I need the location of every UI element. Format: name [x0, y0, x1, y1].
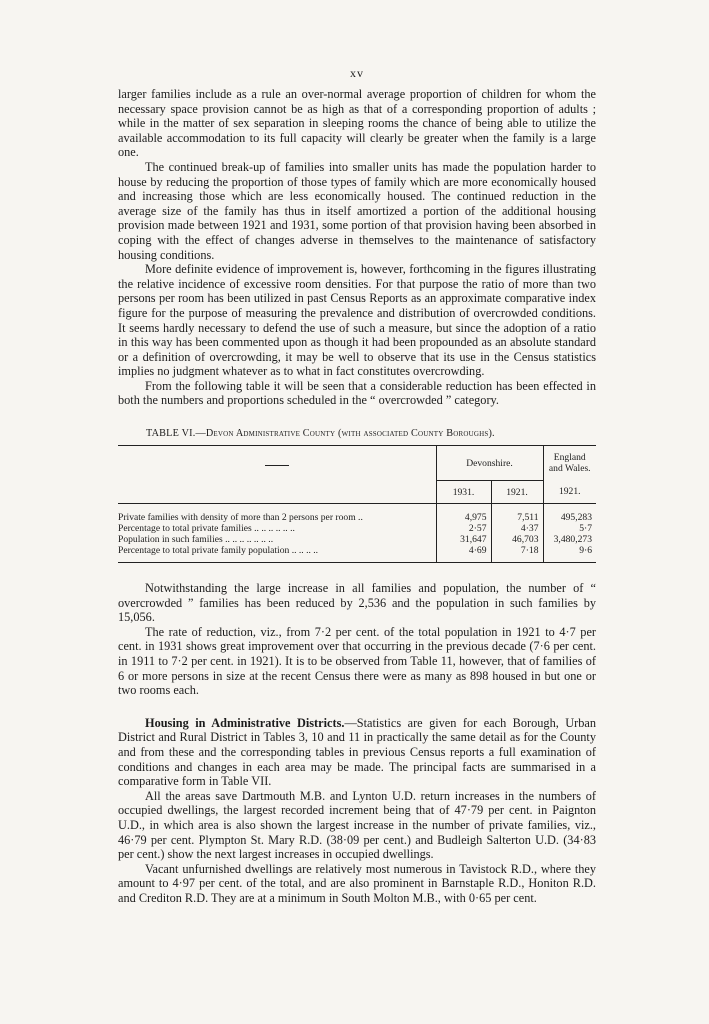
overcrowding-table — [118, 445, 596, 563]
paragraph-7: All the areas save Dartmouth M.B. and Lynton U.D. return increases in the numbers of occupied dwellings, the largest recorded increment being that of 47·79 per cent. in Paignton U.D., in which area is also shown the largest increase in the number of private families, viz., 46·79 per cent. Plympton St. Mary R.D. (38·09 per cent.) and Budleigh Salterton U.D. (34·83 per cent.) show the next largest increases in occupied dwellings. — [118, 788, 596, 862]
header-england: England — [553, 452, 586, 464]
cell-1921: 7·18 — [491, 545, 543, 556]
header-dash — [118, 446, 436, 481]
cell-1921: 4·37 — [491, 523, 543, 534]
cell-1921: 46,703 — [491, 534, 543, 545]
year-1921: 1921. — [491, 481, 543, 504]
table-caption-title: Devon Administrative County (with associated County Boroughs). — [205, 428, 495, 440]
table-row — [118, 534, 596, 545]
cell-1931: 4·69 — [436, 545, 491, 556]
table-row — [118, 512, 596, 523]
cell-1931: 31,647 — [436, 534, 491, 545]
cell-1931: 4,975 — [436, 512, 491, 523]
cell-ew-1921: 3,480,273 — [543, 534, 596, 545]
table-caption-lead: TABLE VI.— — [146, 428, 206, 440]
paragraph-3: More definite evidence of improvement is, however, forthcoming in the figures illustrating the relative incidence of excessive room densities. For that purpose the ratio of more than two persons per room has been utilized in past Census Reports as an approximate comparative index figure for the purpose of measuring the prevalence and distribution of overcrowded conditions. It seems hardly necessary to defend the use of such a measure, but since the adoption of a ratio in this way has been commented upon as though it had been propounded as an absolute standard or a definition of overcrowding, it may be well to observe that its use in the Census statistics implies no judgment whatever as to what in fact constitutes overcrowding. — [118, 262, 596, 379]
cell-1921: 7,511 — [491, 512, 543, 523]
year-1921-ew: 1921. — [543, 481, 596, 504]
section-heading: Housing in Administrative Districts. — [145, 715, 345, 730]
paragraph-4: From the following table it will be seen that a considerable reduction has been effected in both the numbers and proportions scheduled in the “ overcrowded ” category. — [118, 378, 596, 408]
section-heading-tail: —Statistics are given for each Borough, Urban District and Rural District in Tables 3, 10 and 11 in practically the same detail as for the County and from these and the corresponding tables in previous Census reports a full examination of conditions and changes in each area may be made. The principal facts are summarised in a comparative form in Table VII. — [118, 715, 596, 789]
cell-1931: 2·57 — [436, 523, 491, 534]
document-page — [118, 66, 596, 906]
table-row — [118, 523, 596, 534]
header-england-wales — [543, 446, 596, 481]
header-and-wales: and Wales. — [548, 463, 591, 475]
year-1931: 1931. — [436, 481, 491, 504]
paragraph-8: Vacant unfurnished dwellings are relatively most numerous in Tavistock R.D., where they amount to 4·97 per cent. of the total, and are also prominent in Barnstaple R.D., Honiton R.D. and Crediton R.D. They are at a minimum in South Molton M.B., with 0·65 per cent. — [118, 861, 596, 905]
page-number: xv — [350, 66, 364, 80]
cell-ew-1921: 495,283 — [543, 512, 596, 523]
row-label: Private families with density of more than 2 persons per room .. — [118, 512, 363, 524]
cell-ew-1921: 9·6 — [543, 545, 596, 556]
row-label: Percentage to total private families .. .. .. .. .. .. — [118, 523, 295, 535]
paragraph-1: larger families include as a rule an over-normal average proportion of children for whom the necessary space provision cannot be as high as that of a corresponding proportion of adults ; while in the matter of sex separation in sleeping rooms the chance of being able to utilize the available accommodation to its full capacity will clearly be greater when the family is a large one. — [118, 87, 596, 160]
header-devonshire: Devonshire. — [436, 446, 543, 481]
row-label: Percentage to total private family population .. .. .. .. — [118, 545, 319, 557]
table-caption — [146, 428, 596, 439]
paragraph-5: Notwithstanding the large increase in all families and population, the number of “ overcrowded ” families has been reduced by 2,536 and the population in such families by 15,056. — [118, 581, 596, 625]
cell-ew-1921: 5·7 — [543, 523, 596, 534]
section-paragraph — [118, 716, 596, 789]
table-row — [118, 545, 596, 556]
paragraph-2: The continued break-up of families into smaller units has made the population harder to house by reducing the proportion of those types of family which are more economically housed and increasing those which are less economically housed. The continued reduction in the average size of the family has thus in itself amortized a portion of the additional housing provision made between 1921 and 1931, some portion of that provision having been absorbed in coping with the effect of changes adverse in themselves to the maintenance of satisfactory housing conditions. — [118, 159, 596, 262]
row-label: Population in such families .. .. .. .. .. .. .. — [118, 534, 274, 546]
paragraph-6: The rate of reduction, viz., from 7·2 per cent. of the total population in 1921 to 4·7 per cent. in 1931 shows great improvement over that occurring in the previous decade (7·6 per cent. in 1911 to 7·2 per cent. in 1921). It is to be observed from Table 11, however, that of families of 6 or more persons in size at the recent Census there were as many as 898 housed in but one or two rooms each. — [118, 624, 596, 698]
